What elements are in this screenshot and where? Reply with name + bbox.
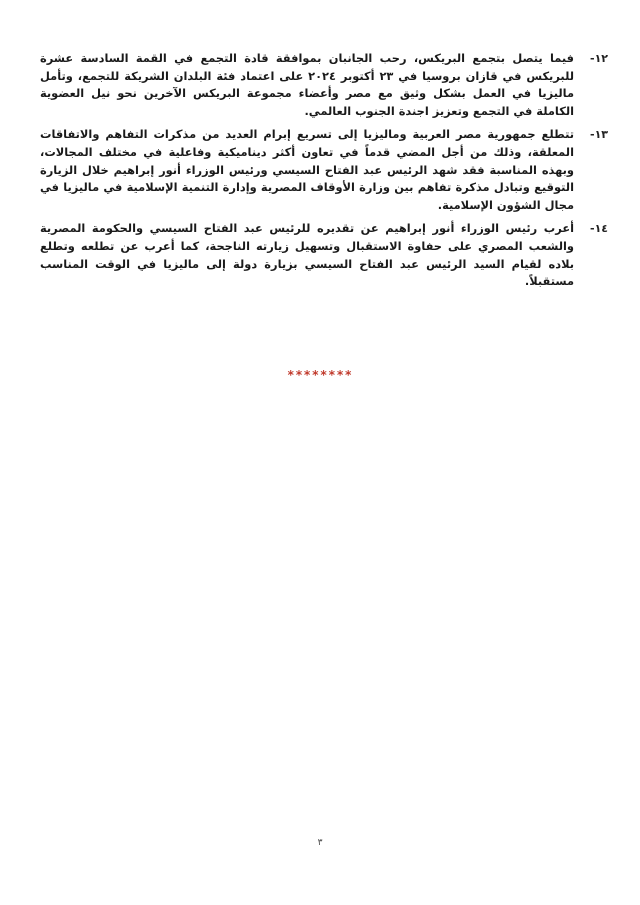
page-number: ٣ (317, 838, 323, 848)
paragraph-item-12 (40, 50, 608, 120)
paragraph-item-14 (40, 220, 608, 290)
paragraph-text: أعرب رئيس الوزراء أنور إبراهيم عن تقديره للرئيس عبد الفتاح السيسي والحكومة المصرية والشعب المصري على حفاوة الاستقبال وتسهيل زيارته الناجحة، كما أعرب عن تطلعه وتطلع بلاده لقيام السيد الرئيس عبد الفتاح السيسي بزيارة دولة إلى ماليزيا في الوقت المناسب مستقبلاً. (40, 221, 574, 289)
paragraph-number: ١٢- (589, 52, 608, 65)
numbered-paragraph-list (40, 50, 608, 297)
paragraph-number: ١٣- (589, 128, 608, 142)
section-separator: ******** (287, 368, 353, 382)
paragraph-text: فيما يتصل بتجمع البريكس، رحب الجانبان بموافقة قادة التجمع في القمة السادسة عشرة للبريكس في قازان بروسيا في ٢٣ أكتوبر ٢٠٢٤ على اعتماد فئة البلدان الشريكة للتجمع، وتأمل ماليزيا في العمل بشكل وثيق مع مصر وأعضاء مجموعة البريكس الآخرين نحو نيل العضوية الكاملة في التجمع وتعزيز اجندة الجنوب العالمي. (40, 51, 575, 118)
paragraph-number: ١٤- (589, 222, 608, 236)
paragraph-text: تتطلع جمهورية مصر العربية وماليزيا إلى تسريع إبرام العديد من مذكرات التفاهم والاتفاقات المعلقة، وذلك من أجل المضي قدماً في تعاون أكثر ديناميكية وفاعلية في مختلف المجالات، وبهذه المناسبة فقد شهد الرئيس عبد الفتاح السيسي ورئيس الوزراء أنور إبراهيم خلال الزيارة التوقيع وتبادل مذكرة تفاهم بين وزارة الأوقاف المصرية وإدارة التنمية الإسلامية في ماليزيا في مجال الشؤون الإسلامية. (40, 127, 574, 212)
paragraph-item-13 (40, 126, 608, 214)
